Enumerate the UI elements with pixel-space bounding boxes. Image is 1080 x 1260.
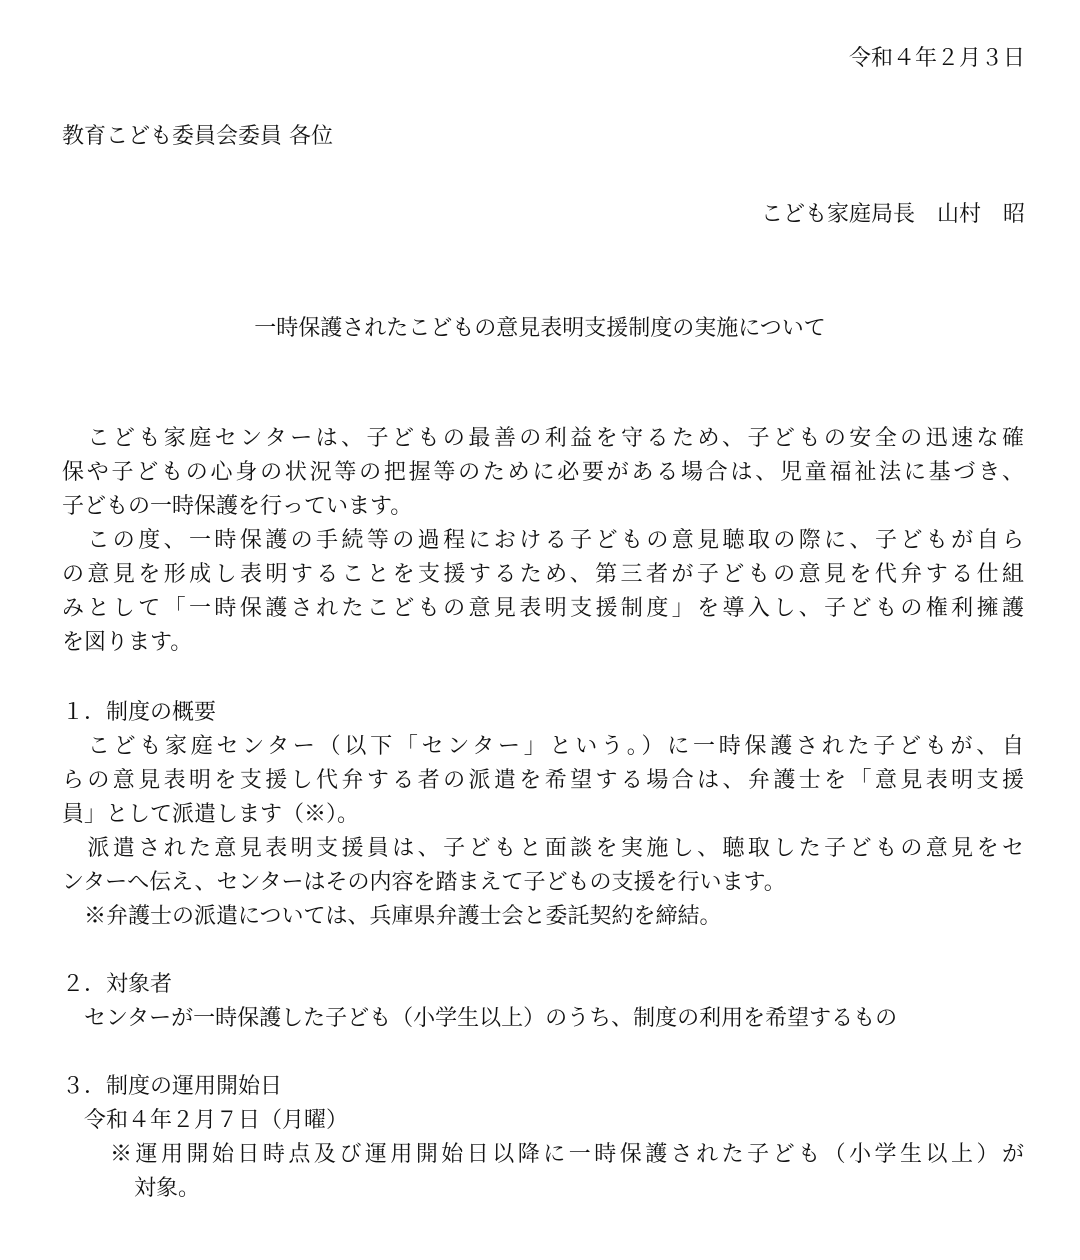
section3-note-line: 対象。 — [134, 1176, 201, 1201]
sender: こども家庭局長 山村 昭 — [760, 202, 1025, 227]
section1-p1-line: こども家庭センター（以下「センター」という。）に一時保護された子どもが、自 — [62, 734, 1024, 759]
section2-heading: ２．対象者 — [62, 972, 173, 997]
section2-body: センターが一時保護した子ども（小学生以上）のうち、制度の利用を希望するもの — [62, 1006, 898, 1031]
section1-note: ※弁護士の派遣については、兵庫県弁護士会と委託契約を締結。 — [62, 904, 722, 929]
intro-p2-line: を図ります。 — [62, 630, 193, 655]
intro-p2-line: この度、一時保護の手続等の過程における子どもの意見聴取の際に、子どもが自ら — [62, 528, 1024, 553]
section1-p2-line: 派遣された意見表明支援員は、子どもと面談を実施し、聴取した子どもの意見をセ — [62, 836, 1024, 861]
intro-p2-line: みとして「一時保護されたこどもの意見表明支援制度」を導入し、子どもの権利擁護 — [62, 596, 1024, 621]
document-title: 一時保護されたこどもの意見表明支援制度の実施について — [254, 316, 826, 341]
section1-p1-line: らの意見表明を支援し代弁する者の派遣を希望する場合は、弁護士を「意見表明支援 — [62, 768, 1024, 793]
addressee: 教育こども委員会委員 各位 — [62, 124, 333, 149]
section3-note-line: ※運用開始日時点及び運用開始日以降に一時保護された子ども（小学生以上）が — [110, 1142, 1024, 1167]
section3-heading: ３．制度の運用開始日 — [62, 1074, 283, 1099]
intro-p1-line: 子どもの一時保護を行っています。 — [62, 494, 413, 519]
document-date: 令和４年２月３日 — [848, 46, 1025, 71]
intro-p1-line: 保や子どもの心身の状況等の把握等のために必要がある場合は、児童福祉法に基づき、 — [62, 460, 1024, 485]
section1-p1-line: 員」として派遣します（※）。 — [62, 802, 360, 827]
section3-date: 令和４年２月７日（月曜） — [62, 1108, 349, 1133]
intro-p2-line: の意見を形成し表明することを支援するため、第三者が子どもの意見を代弁する仕組 — [62, 562, 1024, 587]
section1-heading: １．制度の概要 — [62, 700, 217, 725]
section1-p2-line: ンターへ伝え、センターはその内容を踏まえて子どもの支援を行います。 — [62, 870, 786, 895]
intro-p1-line: こども家庭センターは、子どもの最善の利益を守るため、子どもの安全の迅速な確 — [62, 426, 1024, 451]
